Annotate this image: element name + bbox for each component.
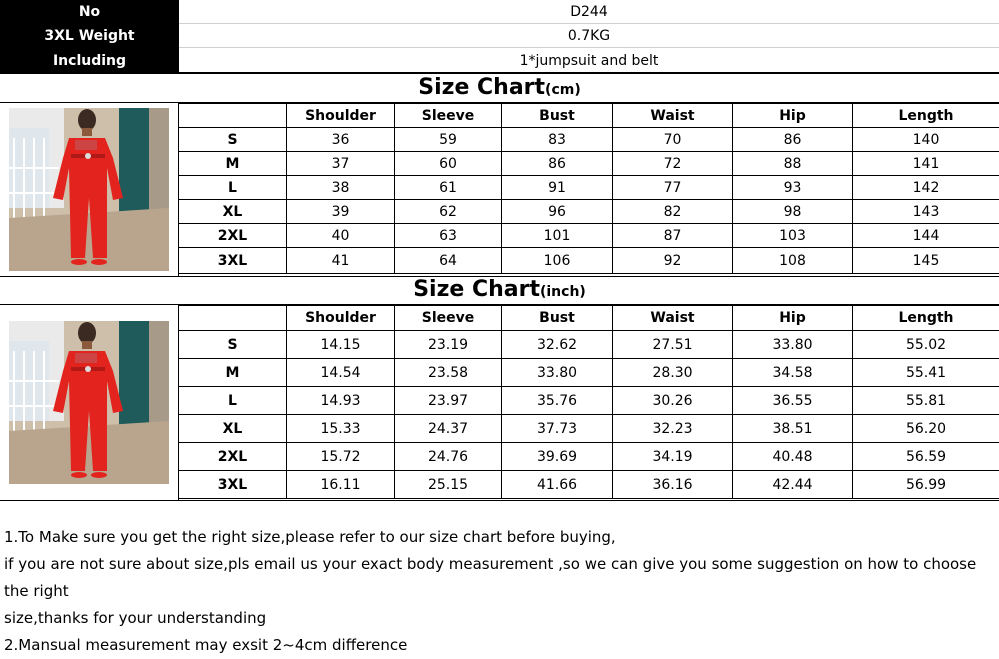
value-cell: 23.97 xyxy=(395,387,502,415)
value-cell: 64 xyxy=(395,248,502,274)
column-header: Length xyxy=(853,104,999,128)
table-header-row xyxy=(179,306,999,331)
table-row xyxy=(179,224,999,248)
value-cell: 33.80 xyxy=(733,331,853,359)
table-row xyxy=(179,359,999,387)
chart-title-text: Size Chart xyxy=(413,277,540,302)
value-cell: 41 xyxy=(287,248,395,274)
product-photo-cell xyxy=(0,305,179,500)
value-cell: 32.23 xyxy=(613,415,733,443)
column-header: Bust xyxy=(502,306,613,331)
value-cell: 55.81 xyxy=(853,387,999,415)
size-cell: M xyxy=(179,152,287,176)
value-cell: 39.69 xyxy=(502,443,613,471)
value-cell: 88 xyxy=(733,152,853,176)
size-cell: S xyxy=(179,128,287,152)
value-cell: 15.33 xyxy=(287,415,395,443)
value-cell: 16.11 xyxy=(287,471,395,499)
header-cell-empty xyxy=(179,306,287,331)
info-value: D244 xyxy=(179,0,999,24)
value-cell: 83 xyxy=(502,128,613,152)
value-cell: 106 xyxy=(502,248,613,274)
value-cell: 143 xyxy=(853,200,999,224)
inch-size-table xyxy=(178,305,999,499)
model-photo xyxy=(9,108,169,271)
divider xyxy=(0,500,999,501)
value-cell: 103 xyxy=(733,224,853,248)
value-cell: 39 xyxy=(287,200,395,224)
value-cell: 93 xyxy=(733,176,853,200)
value-cell: 34.19 xyxy=(613,443,733,471)
value-cell: 77 xyxy=(613,176,733,200)
note-line: 2.Mansual measurement may exsit 2~4cm difference xyxy=(4,632,994,659)
value-cell: 86 xyxy=(502,152,613,176)
info-value: 0.7KG xyxy=(179,24,999,48)
table-row xyxy=(179,331,999,359)
value-cell: 24.76 xyxy=(395,443,502,471)
size-cell: L xyxy=(179,387,287,415)
table-row xyxy=(179,387,999,415)
model-photo xyxy=(9,321,169,484)
value-cell: 37 xyxy=(287,152,395,176)
table-row xyxy=(179,152,999,176)
cm-chart-title xyxy=(0,74,999,104)
value-cell: 14.54 xyxy=(287,359,395,387)
value-cell: 92 xyxy=(613,248,733,274)
size-cell: 3XL xyxy=(179,248,287,274)
value-cell: 144 xyxy=(853,224,999,248)
inch-chart-title xyxy=(0,276,999,306)
value-cell: 30.26 xyxy=(613,387,733,415)
note-line: 1.To Make sure you get the right size,please refer to our size chart before buying, xyxy=(4,524,994,551)
value-cell: 91 xyxy=(502,176,613,200)
column-header: Shoulder xyxy=(287,104,395,128)
info-row-weight xyxy=(0,24,999,48)
size-cell: XL xyxy=(179,415,287,443)
note-line: size,thanks for your understanding xyxy=(4,605,994,632)
value-cell: 82 xyxy=(613,200,733,224)
value-cell: 61 xyxy=(395,176,502,200)
value-cell: 96 xyxy=(502,200,613,224)
inch-chart xyxy=(0,305,999,500)
value-cell: 28.30 xyxy=(613,359,733,387)
table-row xyxy=(179,176,999,200)
value-cell: 37.73 xyxy=(502,415,613,443)
size-cell: 3XL xyxy=(179,471,287,499)
value-cell: 87 xyxy=(613,224,733,248)
size-cell: M xyxy=(179,359,287,387)
product-info xyxy=(0,0,999,73)
value-cell: 36 xyxy=(287,128,395,152)
value-cell: 36.16 xyxy=(613,471,733,499)
column-header: Shoulder xyxy=(287,306,395,331)
info-label: No xyxy=(0,0,179,24)
value-cell: 40.48 xyxy=(733,443,853,471)
value-cell: 55.41 xyxy=(853,359,999,387)
table-row xyxy=(179,128,999,152)
product-photo-cell xyxy=(0,103,179,276)
table-header-row xyxy=(179,104,999,128)
size-cell: L xyxy=(179,176,287,200)
size-cell: S xyxy=(179,331,287,359)
chart-unit: (cm) xyxy=(545,82,581,98)
info-label: 3XL Weight xyxy=(0,24,179,48)
column-header: Length xyxy=(853,306,999,331)
value-cell: 141 xyxy=(853,152,999,176)
info-row-no xyxy=(0,0,999,24)
value-cell: 98 xyxy=(733,200,853,224)
column-header: Sleeve xyxy=(395,306,502,331)
value-cell: 108 xyxy=(733,248,853,274)
value-cell: 40 xyxy=(287,224,395,248)
value-cell: 140 xyxy=(853,128,999,152)
value-cell: 38.51 xyxy=(733,415,853,443)
chart-unit: (inch) xyxy=(540,284,586,300)
info-label: Including xyxy=(0,48,179,73)
value-cell: 23.19 xyxy=(395,331,502,359)
value-cell: 42.44 xyxy=(733,471,853,499)
table-row xyxy=(179,443,999,471)
value-cell: 23.58 xyxy=(395,359,502,387)
header-cell-empty xyxy=(179,104,287,128)
value-cell: 60 xyxy=(395,152,502,176)
value-cell: 14.15 xyxy=(287,331,395,359)
value-cell: 32.62 xyxy=(502,331,613,359)
column-header: Waist xyxy=(613,104,733,128)
value-cell: 59 xyxy=(395,128,502,152)
table-row xyxy=(179,415,999,443)
value-cell: 56.59 xyxy=(853,443,999,471)
size-cell: XL xyxy=(179,200,287,224)
column-header: Hip xyxy=(733,104,853,128)
column-header: Bust xyxy=(502,104,613,128)
value-cell: 56.99 xyxy=(853,471,999,499)
value-cell: 86 xyxy=(733,128,853,152)
table-row xyxy=(179,471,999,499)
size-cell: 2XL xyxy=(179,224,287,248)
size-cell: 2XL xyxy=(179,443,287,471)
value-cell: 142 xyxy=(853,176,999,200)
value-cell: 62 xyxy=(395,200,502,224)
value-cell: 101 xyxy=(502,224,613,248)
cm-chart xyxy=(0,103,999,276)
value-cell: 63 xyxy=(395,224,502,248)
value-cell: 35.76 xyxy=(502,387,613,415)
value-cell: 27.51 xyxy=(613,331,733,359)
value-cell: 34.58 xyxy=(733,359,853,387)
table-row xyxy=(179,200,999,224)
chart-title-text: Size Chart xyxy=(418,75,545,100)
cm-size-table xyxy=(178,103,999,274)
value-cell: 24.37 xyxy=(395,415,502,443)
size-notes xyxy=(4,524,994,659)
table-row xyxy=(179,248,999,274)
value-cell: 41.66 xyxy=(502,471,613,499)
value-cell: 70 xyxy=(613,128,733,152)
info-value: 1*jumpsuit and belt xyxy=(179,48,999,73)
value-cell: 72 xyxy=(613,152,733,176)
value-cell: 55.02 xyxy=(853,331,999,359)
value-cell: 56.20 xyxy=(853,415,999,443)
note-line: if you are not sure about size,pls email us your exact body measurement ,so we can give you some suggestion on how to choose the right xyxy=(4,551,994,605)
value-cell: 25.15 xyxy=(395,471,502,499)
value-cell: 14.93 xyxy=(287,387,395,415)
value-cell: 15.72 xyxy=(287,443,395,471)
value-cell: 38 xyxy=(287,176,395,200)
value-cell: 145 xyxy=(853,248,999,274)
value-cell: 36.55 xyxy=(733,387,853,415)
column-header: Hip xyxy=(733,306,853,331)
info-row-including xyxy=(0,48,999,73)
value-cell: 33.80 xyxy=(502,359,613,387)
column-header: Sleeve xyxy=(395,104,502,128)
column-header: Waist xyxy=(613,306,733,331)
